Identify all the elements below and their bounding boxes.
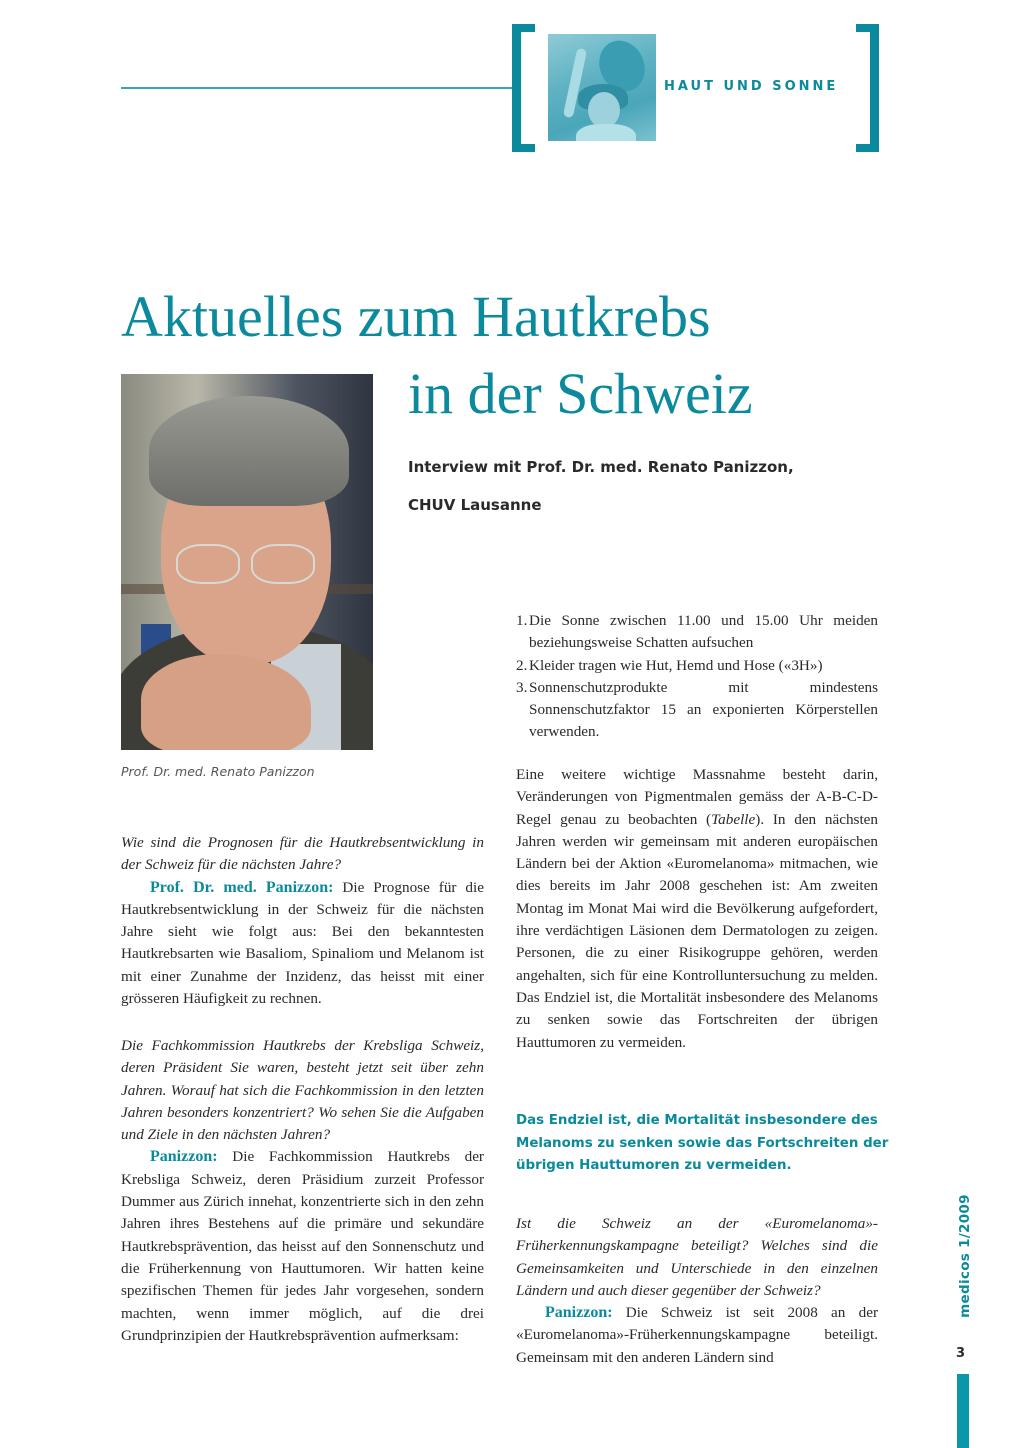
list-text: Kleider tragen wie Hut, Hemd und Hose («3H») <box>529 656 823 674</box>
right-bracket-decoration <box>856 24 879 152</box>
paragraph-text: Eine weitere wichtige Massnahme besteht darin, Veränderungen von Pigmentmalen gemäss der A-B-C-D-Regel genau zu beobachten ( <box>516 766 878 828</box>
prevention-principles-list <box>516 610 878 744</box>
page-number: 3 <box>956 1346 966 1361</box>
list-number: 2. <box>516 656 528 674</box>
list-number: 1. <box>516 612 528 629</box>
question-2: Die Fachkommission Hautkrebs der Krebsliga Schweiz, deren Präsident Sie waren, besteht jetzt seit über zehn Jahren. Worauf hat sich die Fachkommission in den letzten Jahren besonders konzentriert? Wo sehen Sie die Aufgaben und Ziele in den nächsten Jahren? <box>121 1037 484 1144</box>
subtitle-line1: Interview mit Prof. Dr. med. Renato Panizzon, <box>408 458 794 476</box>
answer-2-text: Die Fachkommission Hautkrebs der Krebsliga Schweiz, deren Präsidium zurzeit Professor Dummer aus Zürich innehat, konzentrierte sich in den zehn Jahren ihres Bestehens auf die primäre und sekundäre Hautkrebsprävention, das heisst auf den Sonnenschutz und die Früherkennung von Hauttumoren. Wir hatten keine spezifischen Themen für jedes Jahr vorgesehen, sondern machten, wenn immer möglich, auf die drei Grundprinzipien der Hautkrebsprävention aufmerksam: <box>121 1148 484 1344</box>
subtitle-line2: CHUV Lausanne <box>408 496 542 514</box>
article-title-line2: in der Schweiz <box>408 361 753 426</box>
speaker-label: Panizzon: <box>545 1304 613 1322</box>
list-number: 3. <box>516 678 528 696</box>
pull-quote <box>516 1110 916 1178</box>
question-1: Wie sind die Prognosen für die Hautkrebsentwicklung in der Schweiz für die nächsten Jahre? <box>121 834 484 874</box>
table-reference: Tabelle <box>711 810 756 828</box>
journal-issue-label <box>957 1193 973 1319</box>
answer-3-text: Die Schweiz ist seit 2008 an der «Euromelanoma»-Früherkennungskampagne beteiligt. Gemeinsam mit den anderen Ländern sind <box>516 1304 878 1366</box>
list-text: Sonnenschutzprodukte mit mindestens Sonnenschutzfaktor 15 an exponierten Körperstellen verwenden. <box>529 678 878 741</box>
answer-1 <box>121 877 484 1011</box>
left-column-part-2 <box>121 1035 484 1347</box>
pull-quote-line: Das Endziel ist, die Mortalität insbesondere des <box>516 1113 878 1128</box>
list-item <box>516 655 878 677</box>
journal-issue-text: medicos 1/2009 <box>957 1194 973 1318</box>
speaker-label: Prof. Dr. med. Panizzon: <box>150 878 334 896</box>
paragraph-abcd-rule <box>516 764 878 1054</box>
pull-quote-line: übrigen Hauttumoren zu vermeiden. <box>516 1158 792 1173</box>
header-rule <box>121 87 513 89</box>
answer-2 <box>121 1146 484 1347</box>
article-title-line1: Aktuelles zum Hautkrebs <box>121 284 711 349</box>
left-bracket-decoration <box>512 24 535 152</box>
answer-1-text: Die Prognose für die Hautkrebsentwicklung in der Schweiz für die nächsten Jahre sieht wie folgt aus: Bei den bekanntesten Hautkrebsarten wie Basaliom, Spinaliom und Melanom ist mit einer Zunahme der Inzidenz, das heisst mit einer grösseren Häufigkeit zu rechnen. <box>121 878 484 1008</box>
right-column-paragraph <box>516 764 878 1054</box>
section-header-image <box>548 34 656 141</box>
list-text: Die Sonne zwischen 11.00 und 15.00 Uhr meiden beziehungsweise Schatten aufsuchen <box>529 612 878 652</box>
page-edge-bar <box>957 1374 969 1448</box>
question-3: Ist die Schweiz an der «Euromelanoma»-Früherkennungskampagne beteiligt? Welches sind die Gemeinsamkeiten und Unterschiede in den einzelnen Ländern und auch dieser gegenüber der Schweiz? <box>516 1215 878 1299</box>
speaker-label: Panizzon: <box>150 1148 218 1166</box>
list-item <box>516 610 878 655</box>
pull-quote-line: Melanoms zu senken sowie das Fortschreiten der <box>516 1135 889 1151</box>
portrait-caption: Prof. Dr. med. Renato Panizzon <box>121 764 315 779</box>
portrait-photo <box>121 374 373 750</box>
paragraph-text: ). In den nächsten Jahren werden wir gemeinsam mit anderen europäischen Ländern bei der Aktion «Euromelanoma» mitmachen, wie dies bereits im Jahr 2008 geschehen ist: Am zweiten Montag im Monat Mai wird die Bevölkerung aufgefordert, ihre verdächtigen Läsionen dem Dermatologen zu zeigen. Personen, die zu einer Risikogruppe gehören, werden angehalten, sich für eine Kontrolluntersuchung zu melden. Das Endziel ist, die Mortalität insbesondere des Melanoms zu senken sowie das Fortschreiten der übrigen Hauttumoren zu vermeiden. <box>516 810 878 1051</box>
list-item <box>516 677 878 744</box>
answer-3 <box>516 1302 878 1369</box>
section-label: HAUT UND SONNE <box>664 79 839 94</box>
right-column-part-2 <box>516 1213 878 1369</box>
left-column <box>121 832 484 1010</box>
